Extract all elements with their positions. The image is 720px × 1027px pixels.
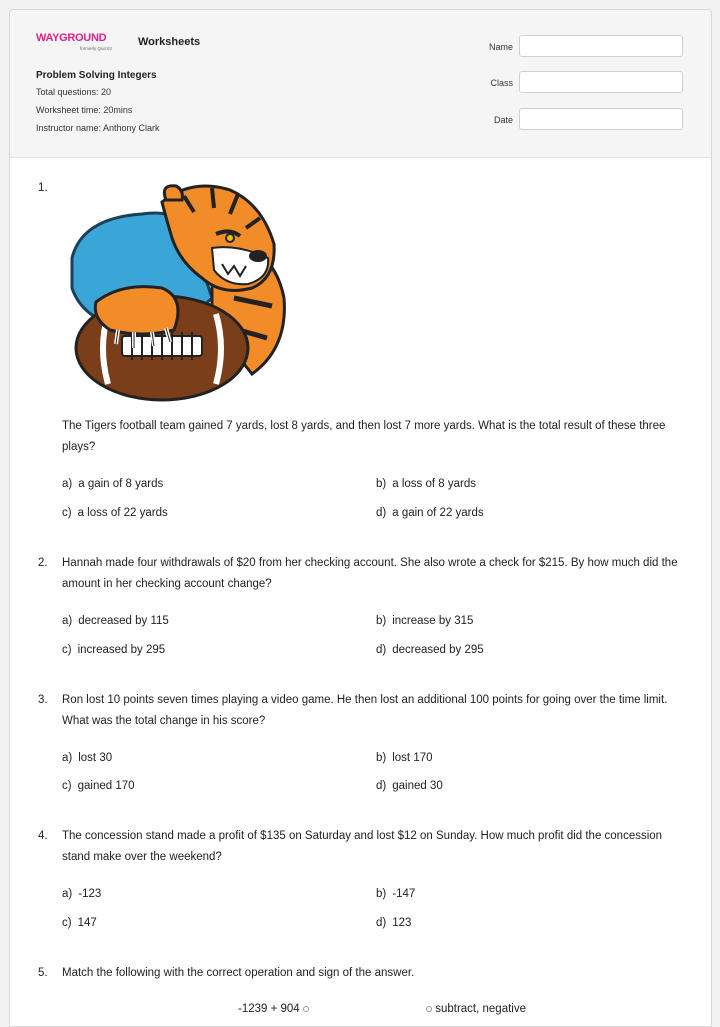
- option-text: increase by 315: [392, 615, 474, 627]
- option-letter: b): [376, 752, 387, 764]
- question-text: Ron lost 10 points seven times playing a video game. He then lost an additional 100 points for going over the time limit. What was the total change in his score?: [62, 694, 668, 727]
- option-a[interactable]: [62, 478, 163, 490]
- question-number: 5.: [38, 967, 48, 979]
- option-letter: d): [376, 780, 387, 792]
- option-text: lost 170: [392, 752, 433, 764]
- option-letter: b): [376, 478, 387, 490]
- option-letter: b): [376, 615, 387, 627]
- option-letter: c): [62, 780, 72, 792]
- name-label: Name: [488, 42, 513, 52]
- option-text: 147: [77, 917, 97, 929]
- option-c[interactable]: [62, 507, 168, 519]
- match-left-text: -1239 + 904: [238, 1003, 300, 1015]
- option-d[interactable]: [376, 644, 484, 656]
- option-text: lost 30: [78, 752, 113, 764]
- option-text: decreased by 295: [392, 644, 484, 656]
- option-letter: c): [62, 917, 72, 929]
- question-text: Hannah made four withdrawals of $20 from her checking account. She also wrote a check for $215. By how much did the amount in her checking account change?: [62, 557, 678, 590]
- option-letter: a): [62, 478, 73, 490]
- option-a[interactable]: [62, 888, 101, 900]
- name-field[interactable]: [519, 35, 683, 57]
- match-right-item[interactable]: [426, 1003, 526, 1015]
- option-d[interactable]: [376, 507, 484, 519]
- option-letter: a): [62, 752, 73, 764]
- option-letter: b): [376, 888, 387, 900]
- brand-logo-sub: formerly Quizizz: [80, 46, 113, 51]
- date-field[interactable]: [519, 108, 683, 130]
- option-b[interactable]: [376, 888, 415, 900]
- option-b[interactable]: [376, 615, 473, 627]
- match-connector-icon[interactable]: [426, 1006, 432, 1012]
- option-c[interactable]: [62, 917, 97, 929]
- brand: [36, 32, 201, 56]
- class-field[interactable]: [519, 71, 683, 93]
- total-questions: Total questions: 20: [36, 87, 112, 97]
- option-text: 123: [392, 917, 412, 929]
- wayground-logo[interactable]: [36, 32, 132, 56]
- option-letter: a): [62, 888, 73, 900]
- question-number: 2.: [38, 557, 48, 569]
- option-letter: d): [376, 507, 387, 519]
- match-right-text: subtract, negative: [435, 1003, 526, 1015]
- worksheet-page: [9, 9, 712, 1027]
- question-text: The Tigers football team gained 7 yards, lost 8 yards, and then lost 7 more yards. What is the total result of these three plays?: [62, 420, 666, 453]
- instructor-name: Instructor name: Anthony Clark: [36, 123, 160, 133]
- option-letter: d): [376, 644, 387, 656]
- option-text: a gain of 22 yards: [392, 507, 484, 519]
- option-letter: a): [62, 615, 73, 627]
- match-connector-icon[interactable]: [303, 1006, 309, 1012]
- option-text: a loss of 8 yards: [392, 478, 476, 490]
- option-text: gained 170: [77, 780, 135, 792]
- option-text: a gain of 8 yards: [78, 478, 164, 490]
- brand-logo-text: WAYGROUND: [36, 32, 107, 44]
- option-text: -123: [78, 888, 102, 900]
- worksheet-title: Problem Solving Integers: [36, 70, 157, 81]
- match-left-item[interactable]: [238, 1003, 309, 1015]
- option-text: -147: [392, 888, 416, 900]
- option-text: a loss of 22 yards: [77, 507, 168, 519]
- question-number: 4.: [38, 830, 48, 842]
- option-c[interactable]: [62, 644, 165, 656]
- option-letter: d): [376, 917, 387, 929]
- worksheet-time: Worksheet time: 20mins: [36, 105, 133, 115]
- date-label: Date: [493, 115, 513, 125]
- option-d[interactable]: [376, 917, 411, 929]
- option-c[interactable]: [62, 780, 135, 792]
- option-d[interactable]: [376, 780, 443, 792]
- app-title: Worksheets: [138, 36, 201, 48]
- option-a[interactable]: [62, 615, 169, 627]
- option-letter: c): [62, 644, 72, 656]
- tiger-football-mascot-image: [62, 178, 298, 404]
- worksheet-header: [10, 10, 711, 158]
- option-b[interactable]: [376, 478, 476, 490]
- class-label: Class: [490, 78, 513, 88]
- question-text: Match the following with the correct operation and sign of the answer.: [62, 967, 415, 979]
- question-text: The concession stand made a profit of $135 on Saturday and lost $12 on Sunday. How much profit did the concession stand make over the weekend?: [62, 830, 663, 863]
- option-letter: c): [62, 507, 72, 519]
- option-b[interactable]: [376, 752, 433, 764]
- option-a[interactable]: [62, 752, 112, 764]
- option-text: gained 30: [392, 780, 443, 792]
- question-number: 1.: [38, 182, 48, 194]
- option-text: increased by 295: [77, 644, 166, 656]
- option-text: decreased by 115: [78, 615, 169, 627]
- question-number: 3.: [38, 694, 48, 706]
